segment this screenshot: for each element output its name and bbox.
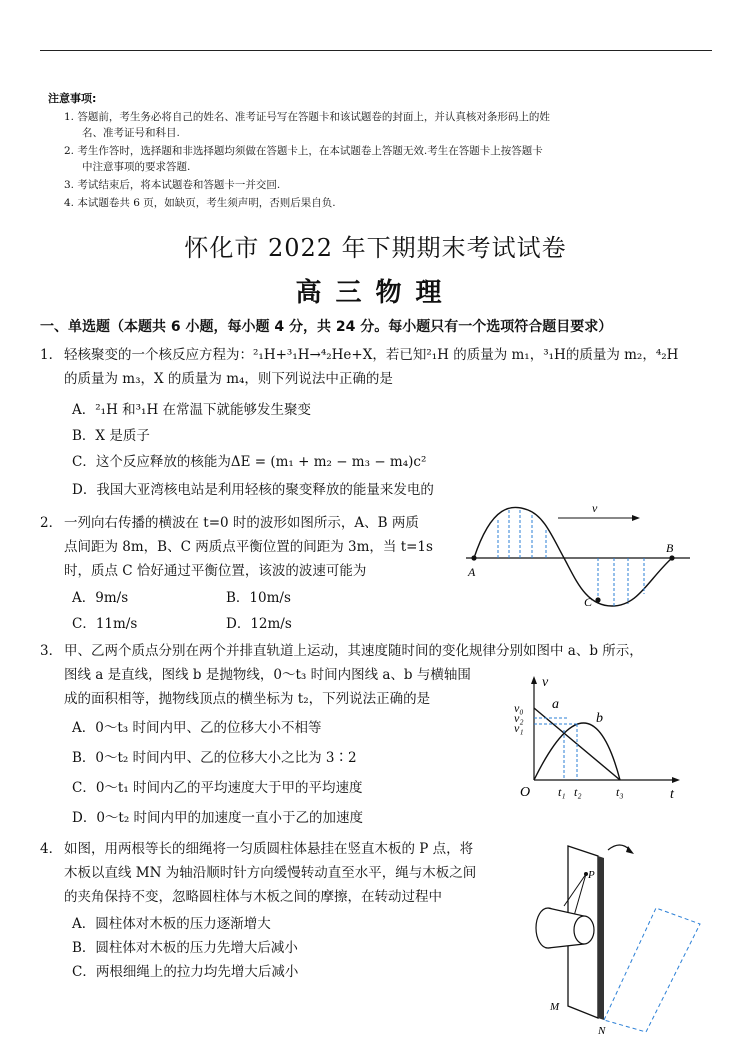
q2-option-c: C．11m/s xyxy=(72,616,138,632)
point-n-label: N xyxy=(598,1025,606,1036)
q1-option-c: C．这个反应释放的核能为ΔE = (m₁ + m₂ − m₃ − m₄)c² xyxy=(72,454,427,470)
q3-vt-graph xyxy=(512,672,682,802)
v-axis-label: v xyxy=(542,675,549,690)
top-rule xyxy=(40,50,712,51)
point-a-label: A xyxy=(468,565,476,579)
q3-option-a: A．0～t₃ 时间内甲、乙的位移大小不相等 xyxy=(72,720,322,736)
point-a-dot xyxy=(471,555,476,560)
point-b-dot xyxy=(669,555,674,560)
q1-text-line2: 的质量为 m₃，X 的质量为 m₄，则下列说法中正确的是 xyxy=(64,371,393,387)
curve-b-label: b xyxy=(596,711,603,726)
exam-subject: 高三物理 xyxy=(295,278,456,308)
t1-label: t₁ xyxy=(558,785,566,799)
point-c-dot xyxy=(595,597,600,602)
q4-board-figure xyxy=(528,836,712,1036)
notice-item-2-cont: 中注意事项的要求答题. xyxy=(82,161,191,173)
t3-label: t₃ xyxy=(616,785,624,799)
t2-label: t₂ xyxy=(574,785,582,799)
point-b-label: B xyxy=(666,541,674,555)
notice-item-2: 2. 考生作答时，选择题和非选择题均须做在答题卡上，在本试题卷上答题无效.考生在答题卡上按答题卡 xyxy=(64,145,543,157)
exam-title: 怀化市 2022 年下期期末考试试卷 xyxy=(184,234,567,262)
v-axis-arrow xyxy=(531,676,537,684)
q2-number: 2． xyxy=(40,515,63,531)
q3-text-line2: 图线 a 是直线，图线 b 是抛物线，0～t₃ 时间内图线 a、b 与横轴围 xyxy=(64,667,471,683)
notice-item-4: 4. 本试题卷共 6 页，如缺页，考生须声明，否则后果自负. xyxy=(64,197,336,209)
line-a-label: a xyxy=(552,697,559,712)
point-m-label: M xyxy=(550,1001,560,1013)
horizontal-board-outline xyxy=(604,908,700,1032)
q3-option-d: D．0～t₂ 时间内甲的加速度一直小于乙的加速度 xyxy=(72,810,364,826)
q1-option-b: B．X 是质子 xyxy=(72,428,150,444)
t-axis-arrow xyxy=(672,777,680,783)
q2-option-d: D．12m/s xyxy=(226,616,292,632)
notice-item-1: 1. 答题前，考生务必将自己的姓名、准考证号写在答题卡和该试题卷的封面上，并认真核对条形码上的姓 xyxy=(64,111,550,123)
q3-option-c: C．0～t₁ 时间内乙的平均速度大于甲的平均速度 xyxy=(72,780,363,796)
cylinder-far-end xyxy=(574,916,594,944)
q3-text-line1: 甲、乙两个质点分别在两个并排直轨道上运动，其速度随时间的变化规律分别如图中 a、b 所示， xyxy=(64,643,643,659)
velocity-arrow-head xyxy=(632,515,640,521)
q1-option-d: D．我国大亚湾核电站是利用轻核的聚变释放的能量来发电的 xyxy=(72,482,434,498)
notice-item-1-cont: 名、准考证号和科目. xyxy=(82,127,180,139)
q1-text-line1: 轻核聚变的一个核反应方程为：²₁H+³₁H→⁴₂He+X，若已知²₁H 的质量为 m₁，³₁H的质量为 m₂，⁴₂H xyxy=(64,347,679,363)
point-p-label: P xyxy=(588,869,595,881)
q2-text-line2: 点间距为 8m，B、C 两质点平衡位置的间距为 3m，当 t=1s xyxy=(64,539,433,555)
origin-label: O xyxy=(520,785,531,800)
q1-option-a: A．²₁H 和³₁H 在常温下就能够发生聚变 xyxy=(72,402,312,418)
q2-text-line3: 时，质点 C 恰好通过平衡位置，该波的波速可能为 xyxy=(64,563,367,579)
notice-title: 注意事项: xyxy=(48,92,97,105)
notice-item-3: 3. 考试结束后，将本试题卷和答题卡一并交回. xyxy=(64,179,281,191)
q3-number: 3． xyxy=(40,643,63,659)
q4-number: 4． xyxy=(40,841,63,857)
q4-text-line3: 的夹角保持不变，忽略圆柱体与木板之间的摩擦，在转动过程中 xyxy=(64,889,442,905)
section-header: 一、单选题（本题共 6 小题，每小题 4 分，共 24 分。每小题只有一个选项符合题目要求） xyxy=(40,319,613,335)
q2-wave-figure xyxy=(462,496,694,620)
q4-text-line2: 木板以直线 MN 为轴沿顺时针方向缓慢转动直至水平，绳与木板之间 xyxy=(64,865,477,881)
q4-option-c: C．两根细绳上的拉力均先增大后减小 xyxy=(72,964,299,980)
q2-text-line1: 一列向右传播的横波在 t=0 时的波形如图所示，A、B 两质 xyxy=(64,515,419,531)
velocity-label: v xyxy=(592,501,598,515)
q4-text-line1: 如图，用两根等长的细绳将一匀质圆柱体悬挂在竖直木板的 P 点，将 xyxy=(64,841,474,857)
t-axis-label: t xyxy=(670,787,674,802)
q2-option-a: A．9m/s xyxy=(72,590,129,606)
rotation-arrow xyxy=(608,845,630,850)
q4-option-a: A．圆柱体对木板的压力逐渐增大 xyxy=(72,916,271,932)
q3-text-line3: 成的面积相等，抛物线顶点的横坐标为 t₂，下列说法正确的是 xyxy=(64,691,431,707)
v2-label: v₂ xyxy=(514,711,524,725)
wave-curve xyxy=(474,507,672,606)
q2-option-b: B．10m/s xyxy=(226,590,291,606)
board-edge xyxy=(598,856,604,1020)
point-c-label: C xyxy=(584,595,593,609)
q4-option-b: B．圆柱体对木板的压力先增大后减小 xyxy=(72,940,298,956)
q3-option-b: B．0～t₂ 时间内甲、乙的位移大小之比为 3∶2 xyxy=(72,750,357,766)
v0-label: v₀ xyxy=(514,701,524,715)
q1-number: 1． xyxy=(40,347,63,363)
v1-label: v₁ xyxy=(514,721,524,735)
